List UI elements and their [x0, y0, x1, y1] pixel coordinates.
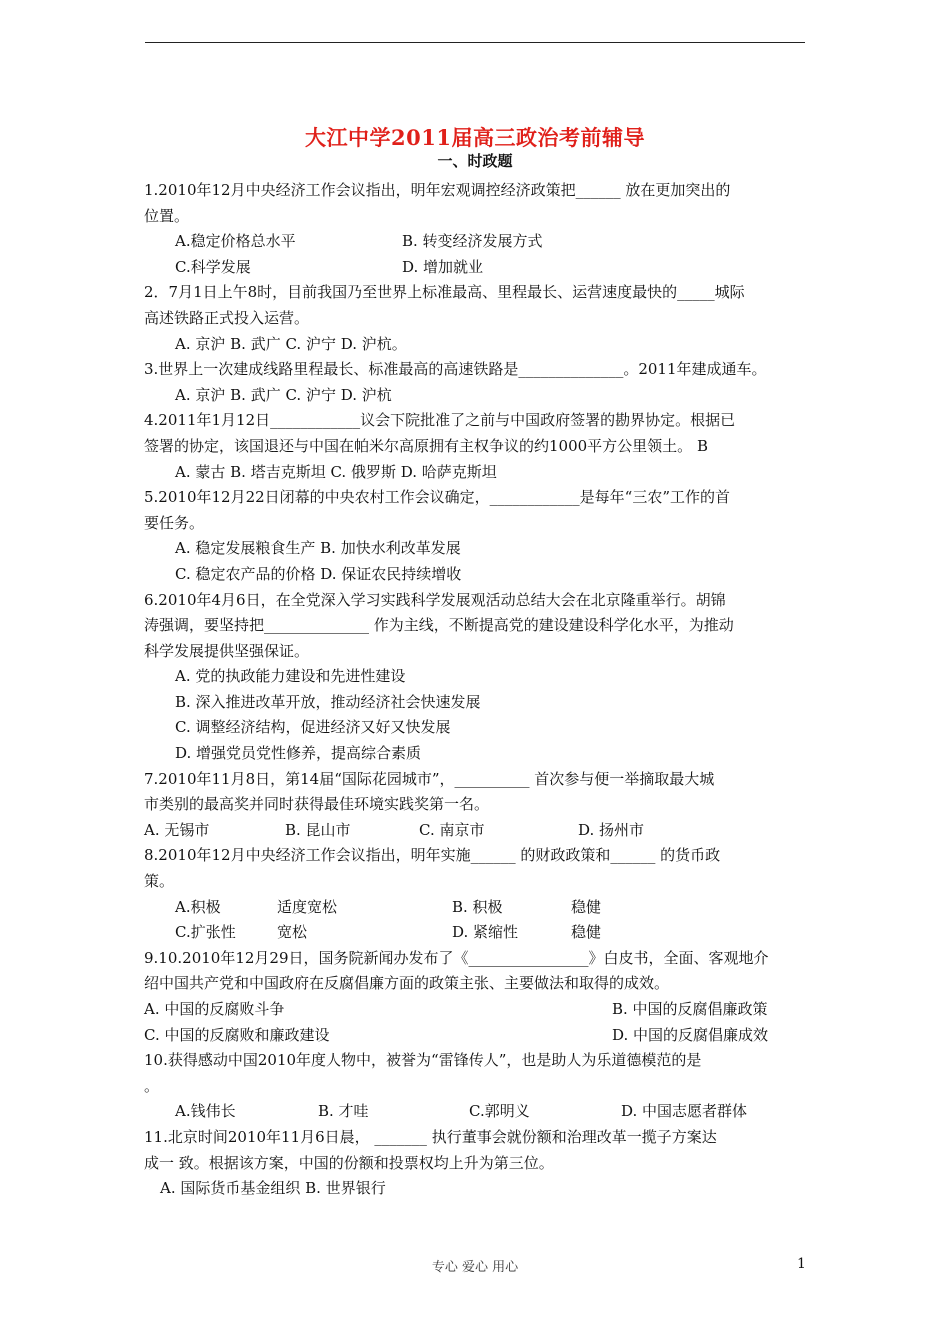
question-list	[144, 178, 808, 1202]
question-stem: 签署的协定，该国退还与中国在帕米尔高原拥有主权争议的约1000平方公里领土。 B	[144, 436, 708, 455]
question-stem: 9.10.2010年12月29日，国务院新闻办发布了《________________》白皮书，全面、客观地介	[144, 948, 769, 967]
header-rule	[145, 42, 805, 43]
question-stem: 科学发展提供坚强保证。	[144, 641, 310, 660]
option-value: 适度宽松	[277, 897, 338, 916]
section-heading: 一、时政题	[437, 152, 513, 170]
option: D. 中国的反腐倡廉成效	[612, 1025, 769, 1044]
option: C.郭明义	[469, 1102, 530, 1121]
option: B. 昆山市	[285, 820, 351, 839]
option: A.积极	[175, 897, 221, 916]
question-stem: 1.2010年12月中央经济工作会议指出，明年宏观调控经济政策把______ 放在更加突出的	[144, 181, 731, 199]
option-row	[144, 895, 808, 921]
option: A.稳定价格总水平	[175, 232, 296, 251]
option-row: A. 蒙古 B. 塔吉克斯坦 C. 俄罗斯 D. 哈萨克斯坦	[175, 462, 497, 481]
option-row: A. 京沪 B. 武广 C. 沪宁 D. 沪杭。	[175, 334, 407, 353]
question-stem: 4.2011年1月12日____________议会下院批准了之前与中国政府签署的勘界协定。根据已	[144, 411, 736, 430]
page-footer: 专心 爱心 用心	[431, 1260, 519, 1275]
option: B. 才哇	[318, 1102, 369, 1121]
option-row	[144, 920, 808, 946]
question-stem: 绍中国共产党和中国政府在反腐倡廉方面的政策主张、主要做法和取得的成效。	[144, 974, 670, 993]
question-stem: 10.获得感动中国2010年度人物中，被誉为“雷锋传人”，也是助人为乐道德模范的是	[144, 1051, 702, 1070]
option: C.科学发展	[175, 257, 251, 276]
option: A. 党的执政能力建设和先进性建设	[175, 667, 406, 686]
question-stem: 3.世界上一次建成线路里程最长、标准最高的高速铁路是______________。2011年建成通车。	[144, 360, 767, 379]
option: B. 中国的反腐倡廉政策	[612, 1000, 768, 1018]
question-stem: 8.2010年12月中央经济工作会议指出，明年实施______ 的财政政策和______ 的货币政	[144, 846, 721, 865]
option-row	[144, 229, 808, 255]
question-stem: 2．7月1日上午8时，目前我国乃至世界上标准最高、里程最长、运营速度最快的_____城际	[144, 283, 745, 302]
option: C. 调整经济结构，促进经济又好又快发展	[175, 718, 451, 737]
question-stem: 成一 致。根据该方案，中国的份额和投票权均上升为第三位。	[144, 1153, 554, 1172]
option: D. 紧缩性	[452, 923, 519, 942]
question-stem: 高述铁路正式投入运营。	[144, 308, 310, 327]
page-number: 1	[797, 1256, 806, 1272]
document-title: 大江中学2011届高三政治考前辅导	[305, 125, 645, 150]
question-stem: 策。	[144, 872, 175, 891]
option: C.扩张性	[175, 923, 236, 942]
option-row	[144, 997, 808, 1023]
option-row	[144, 818, 808, 844]
option-row: A. 京沪 B. 武广 C. 沪宁 D. 沪杭	[175, 385, 392, 404]
option-row	[144, 1099, 808, 1125]
question-stem: 11.北京时间2010年11月6日晨， _______ 执行董事会就份额和治理改革一揽子方案达	[144, 1127, 717, 1146]
option: A.钱伟长	[175, 1102, 236, 1121]
question-stem: 涛强调，要坚持把______________ 作为主线，不断提高党的建设建设科学化水平，为推动	[144, 616, 734, 635]
option: D. 中国志愿者群体	[621, 1102, 748, 1121]
option: D. 扬州市	[578, 820, 645, 839]
question-stem: 6.2010年4月6日，在全党深入学习实践科学发展观活动总结大会在北京隆重举行。胡锦	[144, 590, 726, 609]
option-row	[144, 1023, 808, 1049]
option: B. 转变经济发展方式	[402, 232, 543, 251]
question-stem: 市类别的最高奖并同时获得最佳环境实践奖第一名。	[144, 795, 490, 814]
option: B. 积极	[452, 897, 503, 916]
option: A. 无锡市	[144, 820, 210, 839]
option: A. 中国的反腐败斗争	[144, 1000, 285, 1018]
option: D. 增强党员党性修养，提高综合素质	[175, 744, 422, 763]
option-value: 稳健	[571, 923, 602, 942]
option: D. 增加就业	[402, 257, 484, 276]
option: C. 南京市	[419, 820, 485, 839]
option: B. 深入推进改革开放，推动经济社会快速发展	[175, 692, 481, 711]
option-row: A. 国际货币基金组织 B. 世界银行	[160, 1179, 386, 1198]
option: C. 中国的反腐败和廉政建设	[144, 1025, 330, 1044]
option-value: 稳健	[571, 897, 602, 916]
question-stem: 。	[144, 1076, 160, 1095]
question-stem: 位置。	[144, 206, 190, 225]
option-row: A. 稳定发展粮食生产 B. 加快水利改革发展	[175, 539, 461, 558]
option-row	[144, 255, 808, 281]
option-row: C. 稳定农产品的价格 D. 保证农民持续增收	[175, 564, 462, 583]
question-stem: 要任务。	[144, 513, 205, 532]
option-value: 宽松	[277, 923, 308, 942]
question-stem: 7.2010年11月8日，第14届“国际花园城市”，__________ 首次参与便一举摘取最大城	[144, 769, 715, 788]
question-stem: 5.2010年12月22日闭幕的中央农村工作会议确定，____________是每年“三农”工作的首	[144, 488, 730, 507]
